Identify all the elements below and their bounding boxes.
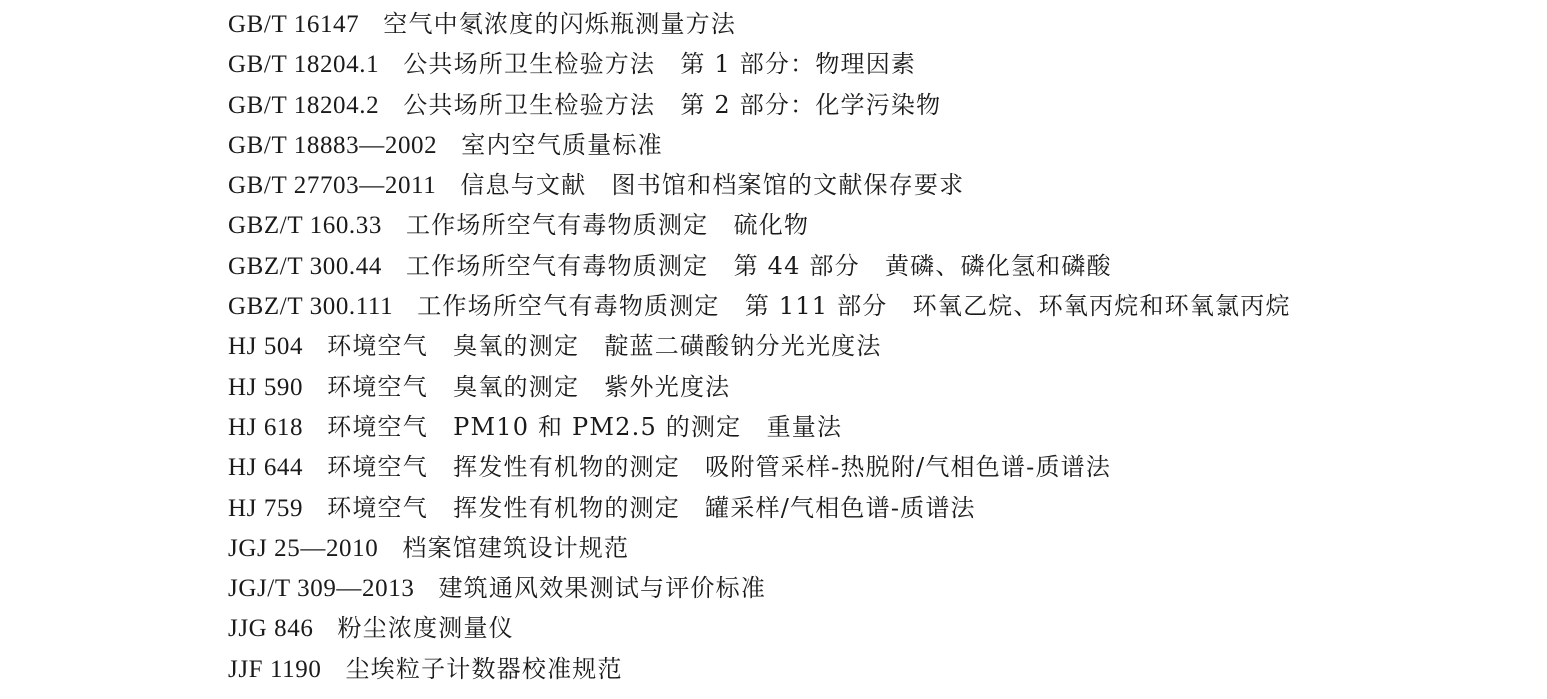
reference-item (228, 608, 1291, 648)
standard-title: 工作场所空气有毒物质测定 第 44 部分 黄磷、磷化氢和磷酸 (405, 251, 1112, 280)
reference-item (228, 246, 1291, 286)
standard-code: GB/T 27703—2011 (228, 172, 437, 200)
standard-title: 档案馆建筑设计规范 (402, 533, 630, 562)
normative-reference-list (228, 4, 1291, 689)
standard-title: 工作场所空气有毒物质测定 硫化物 (405, 211, 810, 240)
standard-code: JJF 1190 (228, 655, 322, 683)
standard-code: GB/T 16147 (228, 11, 360, 38)
standard-code: JGJ/T 309—2013 (228, 575, 415, 603)
standard-title: 环境空气 臭氧的测定 靛蓝二磺酸钠分光光度法 (327, 332, 882, 361)
reference-item (228, 407, 1291, 447)
standard-title: 室内空气质量标准 (461, 130, 663, 159)
standard-code: GBZ/T 300.44 (228, 252, 382, 280)
standard-code: HJ 759 (228, 494, 304, 522)
standard-title: 建筑通风效果测试与评价标准 (438, 574, 767, 603)
reference-item (228, 568, 1291, 608)
reference-item (228, 488, 1291, 528)
standard-code: HJ 644 (228, 454, 304, 482)
standard-code: GBZ/T 160.33 (228, 212, 382, 240)
standard-title: 粉尘浓度测量仪 (337, 614, 514, 643)
reference-item (228, 286, 1291, 326)
standard-code: HJ 618 (228, 413, 304, 441)
standard-code: HJ 504 (228, 333, 304, 361)
standard-code: JJG 846 (228, 615, 314, 643)
reference-item (228, 367, 1291, 407)
standard-code: HJ 590 (228, 373, 304, 401)
reference-item (228, 205, 1291, 245)
reference-item (228, 649, 1291, 689)
reference-item (228, 44, 1291, 84)
reference-item (228, 4, 1291, 44)
standard-title: 工作场所空气有毒物质测定 第 111 部分 环氧乙烷、环氧丙烷和环氧氯丙烷 (417, 292, 1291, 321)
standard-title: 环境空气 挥发性有机物的测定 罐采样/气相色谱-质谱法 (327, 493, 976, 522)
reference-item (228, 528, 1291, 568)
reference-item (228, 447, 1291, 487)
standard-title: 环境空气 PM10 和 PM2.5 的测定 重量法 (327, 412, 843, 441)
standard-title: 环境空气 臭氧的测定 紫外光度法 (327, 372, 731, 401)
standard-code: JGJ 25—2010 (228, 534, 379, 562)
standard-title: 尘埃粒子计数器校准规范 (345, 654, 623, 683)
reference-item (228, 125, 1291, 165)
reference-item (228, 326, 1291, 366)
reference-item (228, 165, 1291, 205)
standard-code: GB/T 18204.1 (228, 51, 380, 79)
standard-title: 环境空气 挥发性有机物的测定 吸附管采样-热脱附/气相色谱-质谱法 (327, 453, 1112, 482)
standard-title: 空气中氡浓度的闪烁瓶测量方法 (383, 10, 737, 38)
standard-code: GB/T 18204.2 (228, 91, 380, 119)
standard-title: 信息与文献 图书馆和档案馆的文献保存要求 (460, 171, 965, 200)
reference-item (228, 85, 1291, 125)
standard-title: 公共场所卫生检验方法 第 1 部分：物理因素 (403, 50, 917, 79)
standard-title: 公共场所卫生检验方法 第 2 部分：化学污染物 (403, 90, 942, 119)
standard-code: GB/T 18883—2002 (228, 131, 438, 159)
standard-code: GBZ/T 300.111 (228, 293, 394, 321)
